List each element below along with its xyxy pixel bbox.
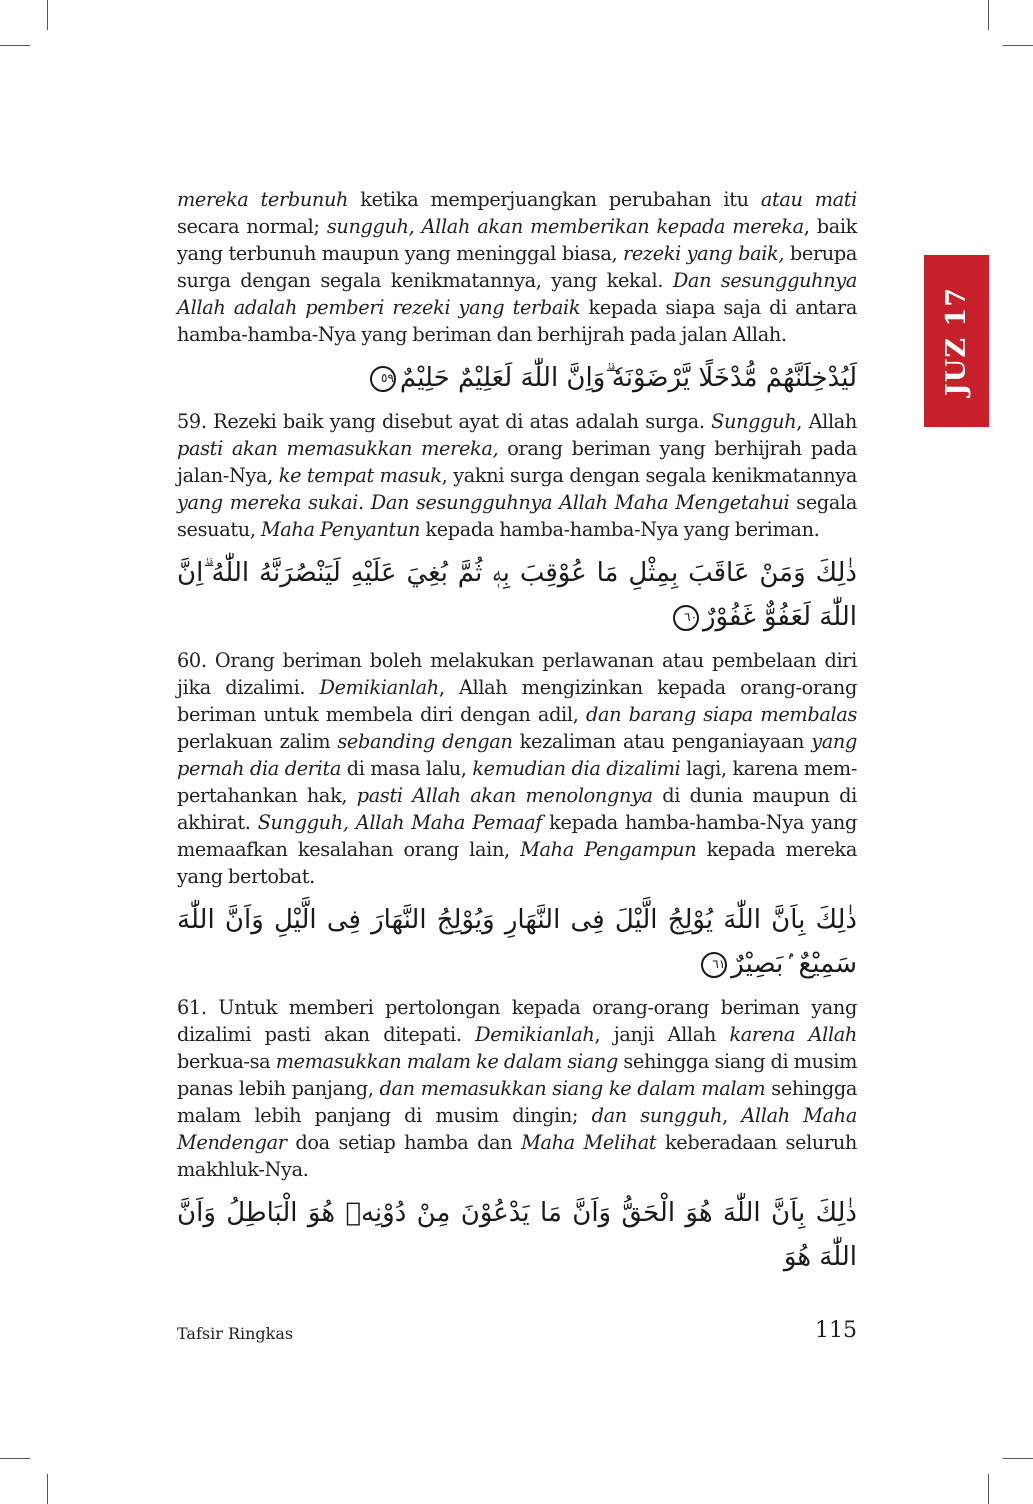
italic-text-run: atau mati [760, 188, 857, 211]
crop-mark [0, 1458, 30, 1459]
text-run: berupa surga dengan segala kenikmatannya, yang kekal. [177, 242, 858, 292]
crop-mark [47, 0, 48, 30]
text-run: , Allah mengizinkan kepada orang-orang beriman untuk membela diri dengan adil, [177, 676, 857, 726]
italic-text-run: Allah Maha Mendengar [177, 1104, 858, 1154]
text-run: sehingga siang di musim panas lebih panjang, [177, 1050, 858, 1100]
tafsir-paragraph [177, 647, 857, 890]
text-run: orang beriman yang berhijrah pada jalan-Nya, [177, 437, 857, 487]
tafsir-paragraph [177, 408, 857, 543]
italic-text-run: Maha Pengampun [520, 838, 697, 861]
crop-mark [988, 0, 989, 30]
arabic-verse-text: ذٰلِكَ بِاَنَّ اللّٰهَ هُوَ الْحَقُّ وَاَنَّ مَا يَدْعُوْنَ مِنْ دُوْنِهٖ هُوَ الْبَاطِلُ وَاَنَّ اللّٰهَ هُوَ [177, 1198, 857, 1272]
page-number: 115 [815, 1318, 857, 1343]
text-run: 61. Untuk memberi pertolongan kepada orang-orang beriman yang dizalimi pasti akan ditepati. [177, 996, 857, 1046]
italic-text-run: Demikianlah [475, 1023, 595, 1046]
crop-mark [1003, 45, 1033, 46]
arabic-verse [177, 356, 857, 400]
crop-mark [988, 1474, 989, 1504]
text-run: keberadaan seluruh makhluk-Nya. [177, 1131, 857, 1181]
crop-mark [47, 1474, 48, 1504]
text-run: , [722, 1104, 742, 1127]
text-run: segala sesuatu, [177, 491, 857, 541]
text-run: kepada hamba-hamba-Nya yang memaafkan kesalahan orang lain, [177, 811, 857, 861]
juz-tab-label: JUZ 17 [941, 286, 973, 396]
italic-text-run: yang pernah dia derita [177, 730, 857, 780]
text-run: kepada hamba-hamba-Nya yang beriman. [420, 518, 820, 541]
arabic-verse [177, 898, 857, 986]
italic-text-run: karena Allah [729, 1023, 857, 1046]
text-run: kezaliman atau penganiayaan [512, 730, 812, 753]
italic-text-run: Sungguh, Allah Maha Pemaaf [257, 811, 543, 834]
text-run: , Allah [796, 410, 858, 433]
book-title: Tafsir Ringkas [177, 1324, 294, 1343]
text-run: doa setiap hamba dan [286, 1131, 522, 1154]
crop-mark [0, 45, 30, 46]
arabic-verse-text: لَيُدْخِلَنَّهُمْ مُّدْخَلًا يَّرْضَوْنَهٗ ۗوَاِنَّ اللّٰهَ لَعَلِيْمٌ حَلِيْمٌ [399, 363, 857, 393]
text-run: sehingga malam lebih panjang di musim dingin; [177, 1077, 857, 1127]
text-run: di dunia maupun di akhirat. [177, 784, 857, 834]
italic-text-run: dan sungguh [591, 1104, 723, 1127]
text-run: di masa lalu, [341, 757, 473, 780]
italic-text-run: Maha Melihat [521, 1131, 657, 1154]
text-run: 60. Orang beriman boleh melakukan perlawanan atau pembelaan diri jika dizalimi. [177, 649, 857, 699]
italic-text-run: memasukkan malam ke dalam siang [275, 1050, 618, 1073]
text-run: secara normal; [177, 215, 327, 238]
crop-mark [1003, 1458, 1033, 1459]
arabic-verse-text: ذٰلِكَ وَمَنْ عَاقَبَ بِمِثْلِ مَا عُوْقِبَ بِهٖ ثُمَّ بُغِيَ عَلَيْهِ لَيَنْصُرَنَّهُ اللّٰهُ ۗاِنَّ اللّٰهَ لَعَفُوٌّ غَفُوْرٌ [177, 558, 857, 632]
italic-text-run: Maha Penyantun [260, 518, 421, 541]
text-run: kepada siapa saja di antara hamba-hamba-Nya yang beriman dan berhijrah pada jalan Allah. [177, 296, 857, 346]
italic-text-run: pasti Allah akan menolongnya [356, 784, 653, 807]
arabic-verse [177, 551, 857, 639]
text-run: berkua-sa [177, 1050, 276, 1073]
text-run: 59. Rezeki baik yang disebut ayat di atas adalah surga. [177, 410, 712, 433]
italic-text-run: sebanding dengan [337, 730, 513, 753]
text-run: , baik yang terbunuh maupun yang meninggal biasa, [177, 215, 857, 265]
arabic-verse [177, 1191, 857, 1279]
italic-text-run: Demikianlah [319, 676, 439, 699]
italic-text-run: Sungguh [711, 410, 797, 433]
italic-text-run: ke tempat masuk [278, 464, 442, 487]
juz-tab [924, 255, 989, 427]
text-run: lagi, karena mem-pertahankan hak, [177, 757, 858, 807]
ayah-number-marker: ٦١ [701, 952, 727, 978]
text-run: ketika memperjuangkan perubahan itu [348, 188, 761, 211]
ayah-number-marker: ٦٠ [673, 605, 699, 631]
italic-text-run: pasti akan memasukkan mereka, [177, 437, 499, 460]
ayah-number-marker: ٥٩ [370, 366, 396, 392]
italic-text-run: dan memasukkan siang ke dalam malam [379, 1077, 766, 1100]
italic-text-run: dan barang siapa membalas [585, 703, 857, 726]
italic-text-run: sungguh, Allah akan memberikan kepada mereka [326, 215, 804, 238]
tafsir-paragraph [177, 186, 857, 348]
italic-text-run: mereka terbunuh [177, 188, 349, 211]
text-run: kepada mereka yang bertobat. [177, 838, 857, 888]
italic-text-run: rezeki yang baik, [622, 242, 785, 265]
italic-text-run: kemudian dia dizalimi [472, 757, 681, 780]
text-run: perlakuan zalim [177, 730, 338, 753]
arabic-verse-text: ذٰلِكَ بِاَنَّ اللّٰهَ يُوْلِجُ الَّيْلَ فِى النَّهَارِ وَيُوْلِجُ النَّهَارَ فِى الَّيْلِ وَاَنَّ اللّٰهَ سَمِيْعٌ ۢبَصِيْرٌ [177, 905, 857, 979]
italic-text-run: yang mereka sukai. Dan sesungguhnya Allah Maha Mengetahui [177, 491, 790, 514]
page-body [177, 186, 857, 1287]
italic-text-run: Dan sesungguhnya Allah adalah pemberi rezeki yang terbaik [177, 269, 857, 319]
tafsir-paragraph [177, 994, 857, 1183]
text-run: , janji Allah [594, 1023, 730, 1046]
text-run: , yakni surga dengan segala kenikmatannya [441, 464, 857, 487]
